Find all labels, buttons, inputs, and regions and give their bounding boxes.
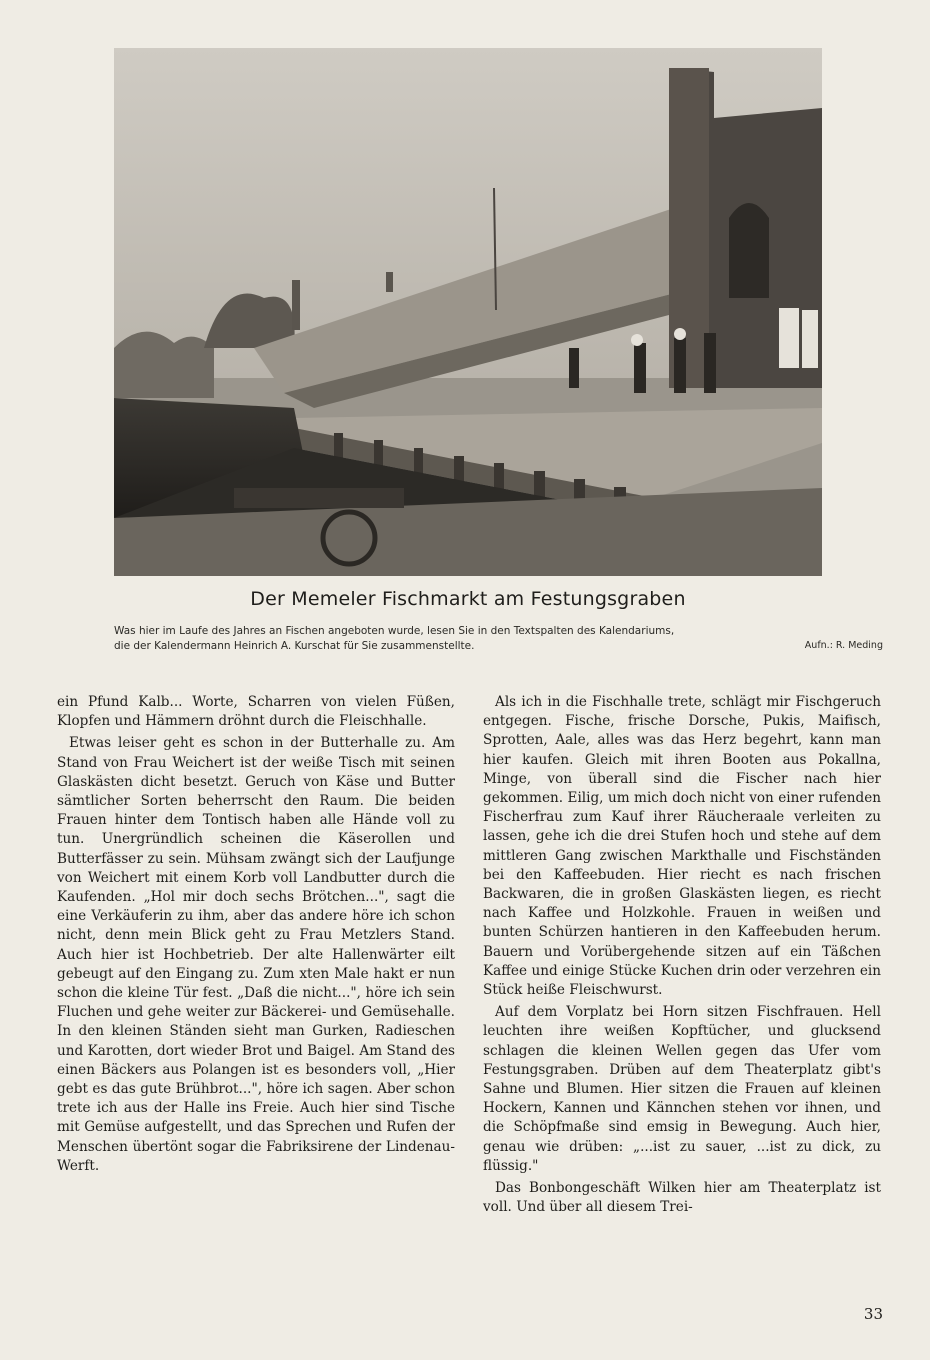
paragraph: Als ich in die Fischhalle trete, schlägt mir Fischgeruch entgegen. Fische, frische Dorsche, Pukis, Maifisch, Sprotten, Aale, alles was das Herz begehrt, kann man hier kaufen. Gleich mit ihren Booten aus Pokallna, Minge, von überall sind die Fischer nach hier gekommen. Eilig, um mich doch nicht von einer rufenden Fischerfrau zum Kauf ihrer Räucheraale verleiten zu lassen, gehe ich die drei Stufen hoch und stehe auf dem mittleren Gang zwischen Markthalle und Fischständen bei den Kaffeebuden. Hier riecht es nach frischen Backwaren, die in großen Glaskästen liegen, es riecht nach Kaffee und Holzkohle. Frauen in weißen und bunten Schürzen hantieren in den Kaffeebuden herum. Bauern und Vorübergehende sitzen auf ein Täßchen Kaffee und einige Stücke Kuchen drin oder verzehren ein Stück heiße Fleischwurst. xyxy=(483,694,881,999)
chimney xyxy=(292,280,300,330)
arch-window xyxy=(729,203,769,298)
text-column-right xyxy=(483,693,881,1220)
photo-illustration xyxy=(114,48,822,576)
photo-caption-line: die der Kalendermann Heinrich A. Kurschat für Sie zusammenstellte. xyxy=(114,640,475,652)
paragraph: Etwas leiser geht es schon in der Butterhalle zu. Am Stand von Frau Weichert ist der weiße Tisch mit seinen Glaskästen dicht besetzt. Geruch von Käse und Butter sämtlicher Sorten beherrscht den Raum. Die beiden Frauen hinter dem Tontisch haben alle Hände voll zu tun. Unergründlich scheinen die Käserollen und Butterfässer zu sein. Mühsam zwängt sich der Laufjunge von Weichert mit einem Korb voll Landbutter durch die Kaufenden. „Hol mir doch sechs Brötchen...", sagt die eine Verkäuferin zu ihm, aber das andere höre ich schon nicht, denn mein Blick geht zu Frau Metzlers Stand. Auch hier ist Hochbetrieb. Der alte Hallenwärter eilt gebeugt auf den Eingang zu. Zum xten Male hakt er nun schon die kleine Tür fest. „Daß die nicht...", höre ich sein Fluchen und gehe weiter zur Bäckerei- und Gemüsehalle. In den kleinen Ständen sieht man Gurken, Radieschen und Karotten, dort wieder Brot und Baigel. Am Stand des einen Bäckers aus Polangen ist es besonders voll, „Hier gebt es das gute Brühbrot...", höre ich sagen. Aber schon trete ich aus der Halle ins Freie. Auch hier sind Tische mit Gemüse aufgestellt, und das Sprechen und Rufen der Menschen übertönt sogar die Fabriksirene der Lindenau-Werft. xyxy=(57,735,455,1174)
paragraph: ein Pfund Kalb... Worte, Scharren von vielen Füßen, Klopfen und Hämmern dröhnt durch die Fleischhalle. xyxy=(57,694,455,730)
photo-caption-line: Was hier im Laufe des Jahres an Fischen angeboten wurde, lesen Sie in den Textspalten des Kalendariums, xyxy=(114,625,675,637)
page-number: 33 xyxy=(863,1305,883,1323)
photo-credit: Aufn.: R. Meding xyxy=(804,640,883,651)
cart xyxy=(234,488,404,508)
paragraph: Auf dem Vorplatz bei Horn sitzen Fischfrauen. Hell leuchten ihre weißen Kopftücher, und glucksend schlagen die kleinen Wellen gegen das Ufer vom Festungsgraben. Drüben auf dem Theaterplatz gibt's Sahne und Blumen. Hier sitzen die Frauen auf kleinen Hockern, Kannen und Kännchen stehen vor ihnen, und die Schöpfmaße sind emsig in Bewegung. Auch hier, genau wie drüben: „...ist zu sauer, ...ist zu dick, zu flüssig." xyxy=(483,1004,881,1174)
fish-market-photo xyxy=(114,48,822,576)
text-column-left xyxy=(57,693,455,1179)
chimney xyxy=(386,272,393,292)
distant-trees xyxy=(114,332,214,398)
photo-caption-title: Der Memeler Fischmarkt am Festungsgraben xyxy=(250,588,686,610)
paragraph: Das Bonbongeschäft Wilken hier am Theaterplatz ist voll. Und über all diesem Trei- xyxy=(483,1180,881,1216)
